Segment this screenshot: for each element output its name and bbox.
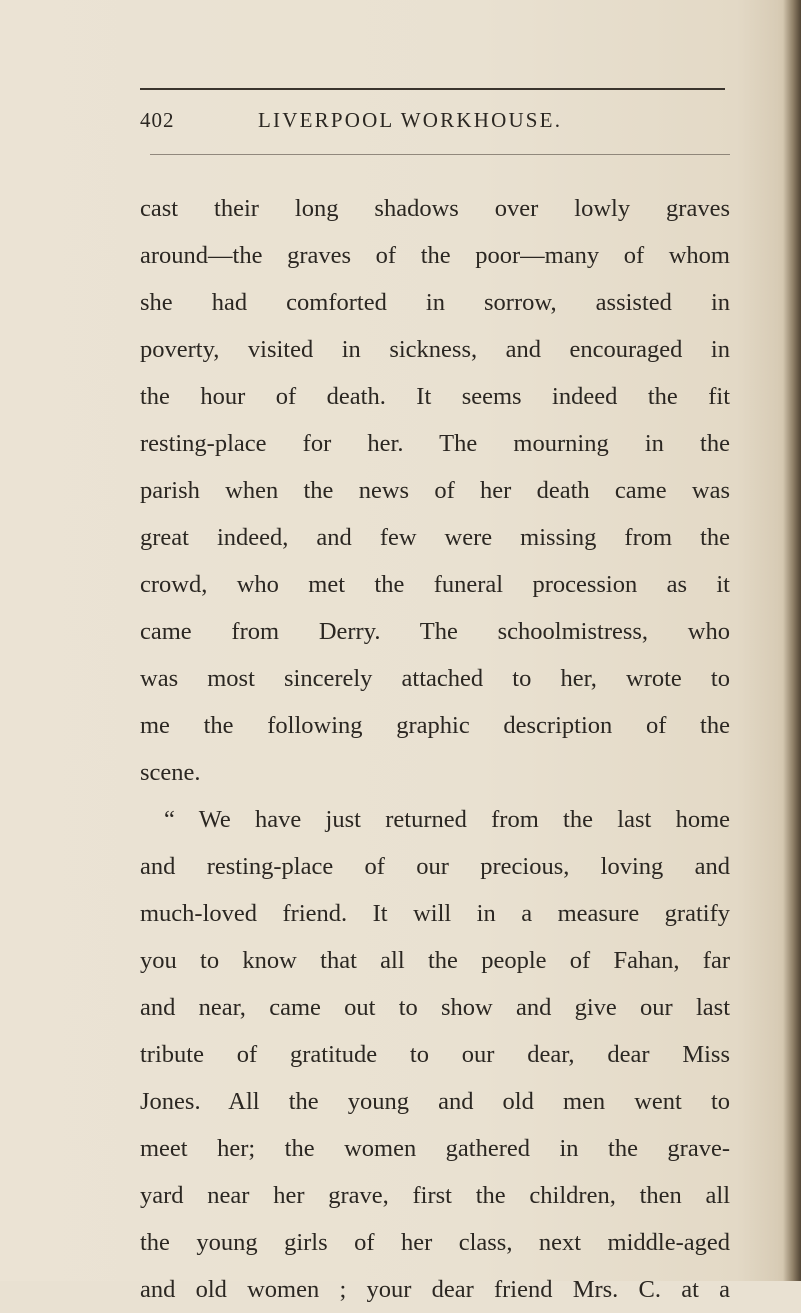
page-header [140,102,733,142]
running-title: LIVERPOOL WORKHOUSE. [258,108,563,132]
text-line: crowd, who met the funeral procession as it [140,571,730,598]
text-line: around—the graves of the poor—many of whom [140,242,730,269]
text-line: “ We have just returned from the last home [164,806,730,833]
text-line: tribute of gratitude to our dear, dear Miss [140,1041,730,1068]
text-line: and old women ; your dear friend Mrs. C. at a [140,1276,730,1303]
text-line: you to know that all the people of Fahan, far [140,947,730,974]
body-text [140,185,730,1313]
text-line: yard near her grave, first the children, then all [140,1182,730,1209]
page-number: 402 [140,108,175,132]
text-line: cast their long shadows over lowly graves [140,195,730,222]
text-line: poverty, visited in sickness, and encouraged in [140,336,730,363]
text-line: the young girls of her class, next middle-aged [140,1229,730,1256]
page-edge-shadow [783,0,801,1281]
text-line: resting-place for her. The mourning in the [140,430,730,457]
text-line: parish when the news of her death came was [140,477,730,504]
text-line: she had comforted in sorrow, assisted in [140,289,730,316]
text-line: great indeed, and few were missing from the [140,524,730,551]
text-line: and resting-place of our precious, loving and [140,853,730,880]
text-line: came from Derry. The schoolmistress, who [140,618,730,645]
text-line: and near, came out to show and give our last [140,994,730,1021]
header-rule-top [140,88,725,90]
text-line: Jones. All the young and old men went to [140,1088,730,1115]
text-line: scene. [140,759,201,786]
text-line: me the following graphic description of the [140,712,730,739]
text-line: the hour of death. It seems indeed the fit [140,383,730,410]
text-line: much-loved friend. It will in a measure gratify [140,900,730,927]
header-rule-bottom [150,154,730,155]
text-line: was most sincerely attached to her, wrote to [140,665,730,692]
text-line: meet her; the women gathered in the grave- [140,1135,730,1162]
